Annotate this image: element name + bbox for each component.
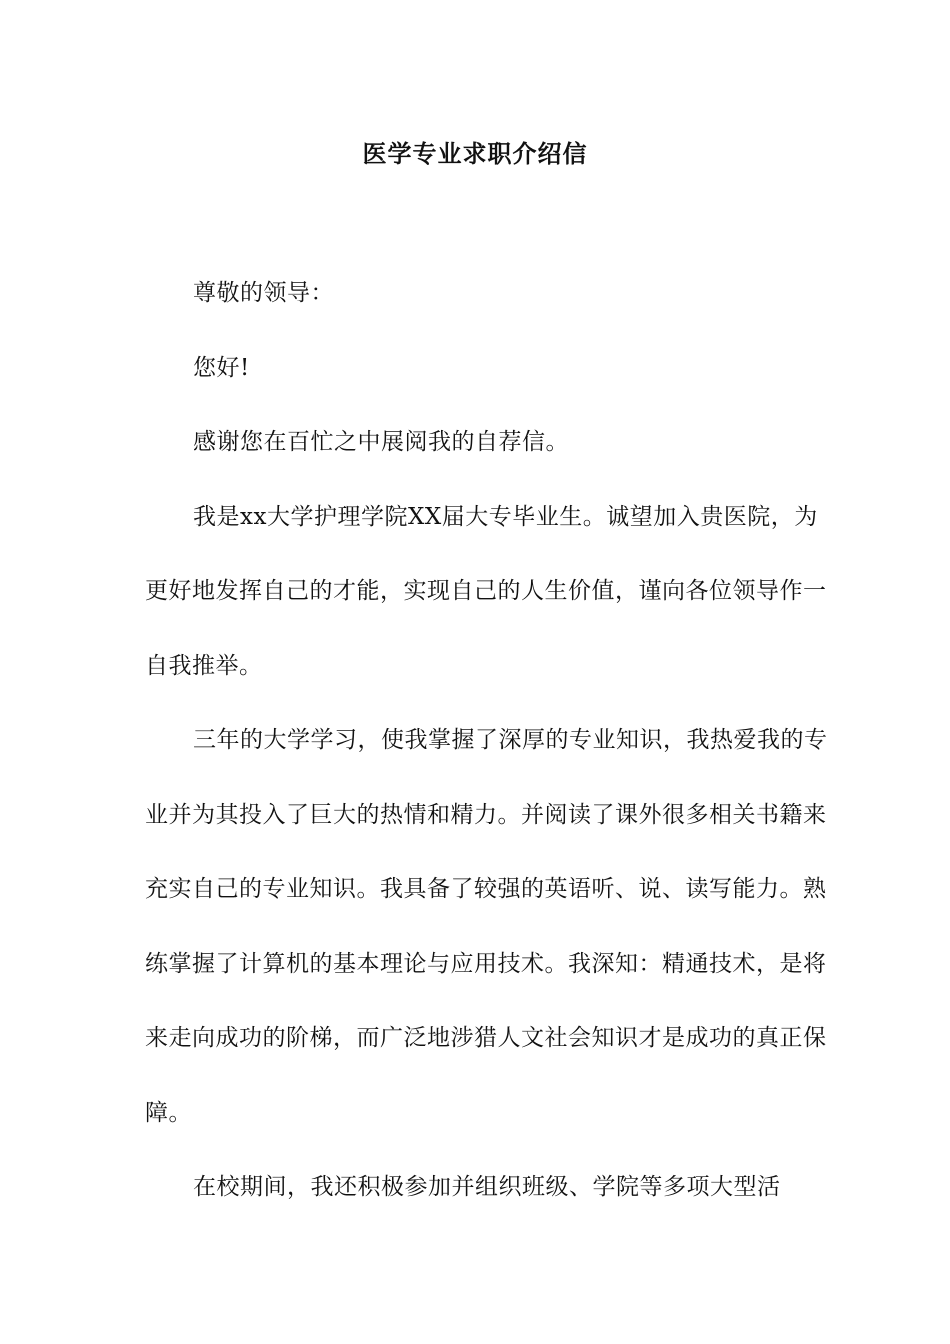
document-title: 医学专业求职介绍信 (362, 139, 588, 168)
paragraph-study: 三年的大学学习，使我掌握了深厚的专业知识，我热爱我的专业并为其投入了巨大的热情和精力。并阅读了课外很多相关书籍来充实自己的专业知识。我具备了较强的英语听、说、读写能力。熟练掌握了计算机的基本理论与应用技术。我深知：精通技术，是将来走向成功的阶梯，而广泛地涉猎人文社会知识才是成功的真正保障。 (145, 727, 828, 1126)
paragraph-thanks: 感谢您在百忙之中展阅我的自荐信。 (193, 429, 569, 455)
greeting: 您好! (193, 354, 250, 381)
paragraph-activities: 在校期间，我还积极参加并组织班级、学院等多项大型活 (193, 1174, 781, 1200)
paragraph-introduction: 我是xx大学护理学院XX届大专毕业生。诚望加入贵医院，为更好地发挥自己的才能，实现自己的人生价值，谨向各位领导作一自我推举。 (145, 503, 827, 679)
salutation: 尊敬的领导： (193, 280, 334, 306)
letter-body (145, 256, 835, 1225)
